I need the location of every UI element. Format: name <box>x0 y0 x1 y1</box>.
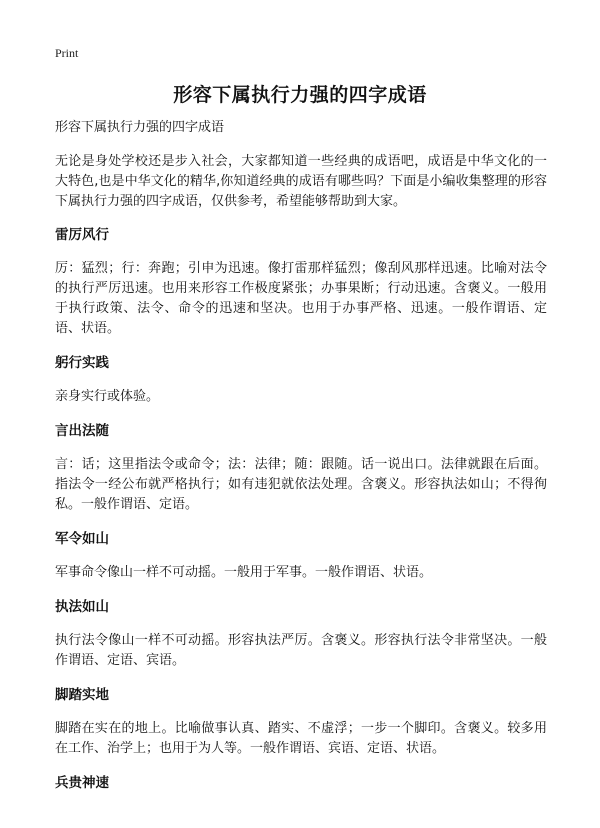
article-body <box>55 118 547 807</box>
intro-paragraph: 无论是身处学校还是步入社会，大家都知道一些经典的成语吧，成语是中华文化的一大特色,也是中华文化的精华,你知道经典的成语有哪些吗？下面是小编收集整理的形容下属执行力强的四字成语，仅供参考，希望能够帮助到大家。 <box>55 154 547 209</box>
section-heading: 躬行实践 <box>55 355 109 371</box>
section-body: 亲身实行或体验。 <box>55 389 160 404</box>
print-link[interactable]: Print <box>55 46 79 60</box>
section-body: 言：话；这里指法令或命令；法：法律；随：跟随。话一说出口。法律就跟在后面。指法令一经公布就严格执行；如有违犯就依法处理。含褒义。形容执法如山；不得徇私。一般作谓语、定语。 <box>55 457 547 512</box>
section-heading: 脚踏实地 <box>55 687 109 703</box>
section-body: 军事命令像山一样不可动摇。一般用于军事。一般作谓语、状语。 <box>55 565 433 580</box>
section-body: 厉：猛烈；行：奔跑；引申为迅速。像打雷那样猛烈；像刮风那样迅速。比喻对法令的执行严厉迅速。也用来形容工作极度紧张；办事果断；行动迅速。含褒义。一般用于执行政策、法令、命令的迅速和坚决。也用于办事严格、迅速。一般作谓语、定语、状语。 <box>55 261 547 336</box>
section-heading: 兵贵神速 <box>55 775 109 791</box>
article-subtitle: 形容下属执行力强的四字成语 <box>55 120 225 135</box>
section-body: 脚踏在实在的地上。比喻做事认真、踏实、不虚浮；一步一个脚印。含褒义。较多用在工作、治学上；也用于为人等。一般作谓语、宾语、定语、状语。 <box>55 721 547 756</box>
section-heading: 执法如山 <box>55 599 109 615</box>
section-heading: 雷厉风行 <box>55 227 109 243</box>
page-title: 形容下属执行力强的四字成语 <box>173 84 427 106</box>
section-heading: 军令如山 <box>55 531 109 547</box>
section-heading: 言出法随 <box>55 423 109 439</box>
section-body: 执行法令像山一样不可动摇。形容执法严厉。含褒义。形容执行法令非常坚决。一般作谓语、定语、宾语。 <box>55 633 547 668</box>
